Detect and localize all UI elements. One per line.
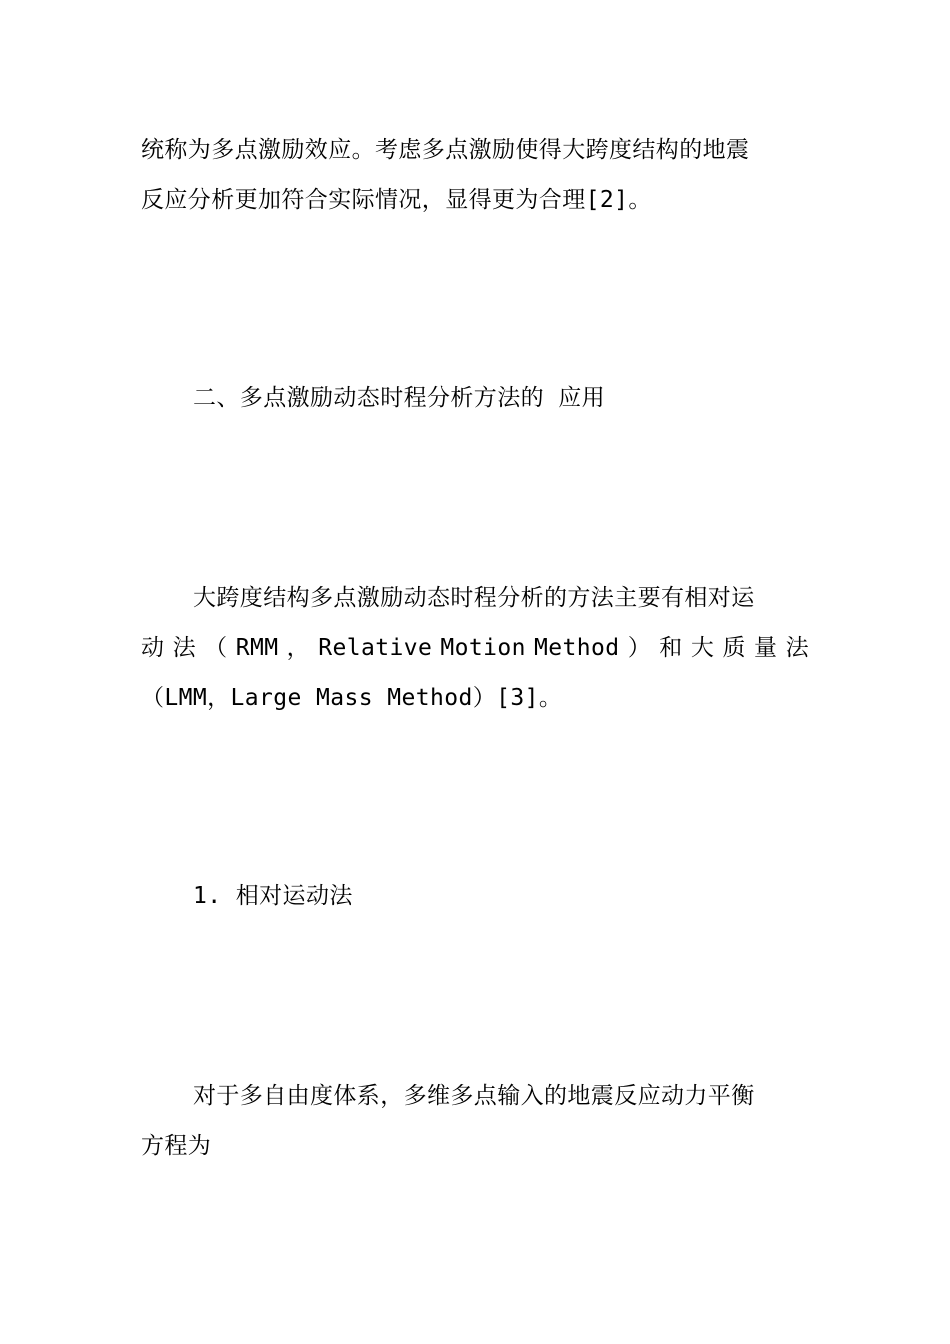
p2-token: 法 <box>785 635 809 661</box>
p2-token: Motion <box>440 635 526 661</box>
p2-token: 量 <box>754 635 778 661</box>
paragraph-2-line-1: 大跨度结构多点激励动态时程分析的方法主要有相对运 <box>193 585 755 611</box>
paragraph-3-line-1: 对于多自由度体系，多维多点输入的地震反应动力平衡 <box>193 1083 755 1109</box>
p2-token: （ <box>204 635 228 661</box>
paragraph-2-line-3: （LMM，Large Mass Method）[3]。 <box>141 685 563 711</box>
paragraph-1-line-1: 统称为多点激励效应。考虑多点激励使得大跨度结构的地震 <box>141 137 750 163</box>
p2-token: RMM <box>235 635 279 661</box>
p2-token: 法 <box>172 635 196 661</box>
p2-token: Method <box>534 635 620 661</box>
p2-token: 质 <box>722 635 746 661</box>
paragraph-1-line-2: 反应分析更加符合实际情况，显得更为合理[2]。 <box>141 187 652 213</box>
p2-token: ， <box>286 635 311 661</box>
p2-token: ） <box>627 635 652 661</box>
paragraph-2-line-2 <box>141 634 809 662</box>
p2-token: 大 <box>690 635 715 661</box>
subheading-1: 1. 相对运动法 <box>193 883 353 909</box>
p2-token: 动 <box>141 635 165 661</box>
p2-token: 和 <box>659 635 683 661</box>
paragraph-3-line-2: 方程为 <box>141 1133 212 1159</box>
p2-token: Relative <box>318 635 433 661</box>
section-heading-2: 二、多点激励动态时程分析方法的 应用 <box>193 385 606 411</box>
